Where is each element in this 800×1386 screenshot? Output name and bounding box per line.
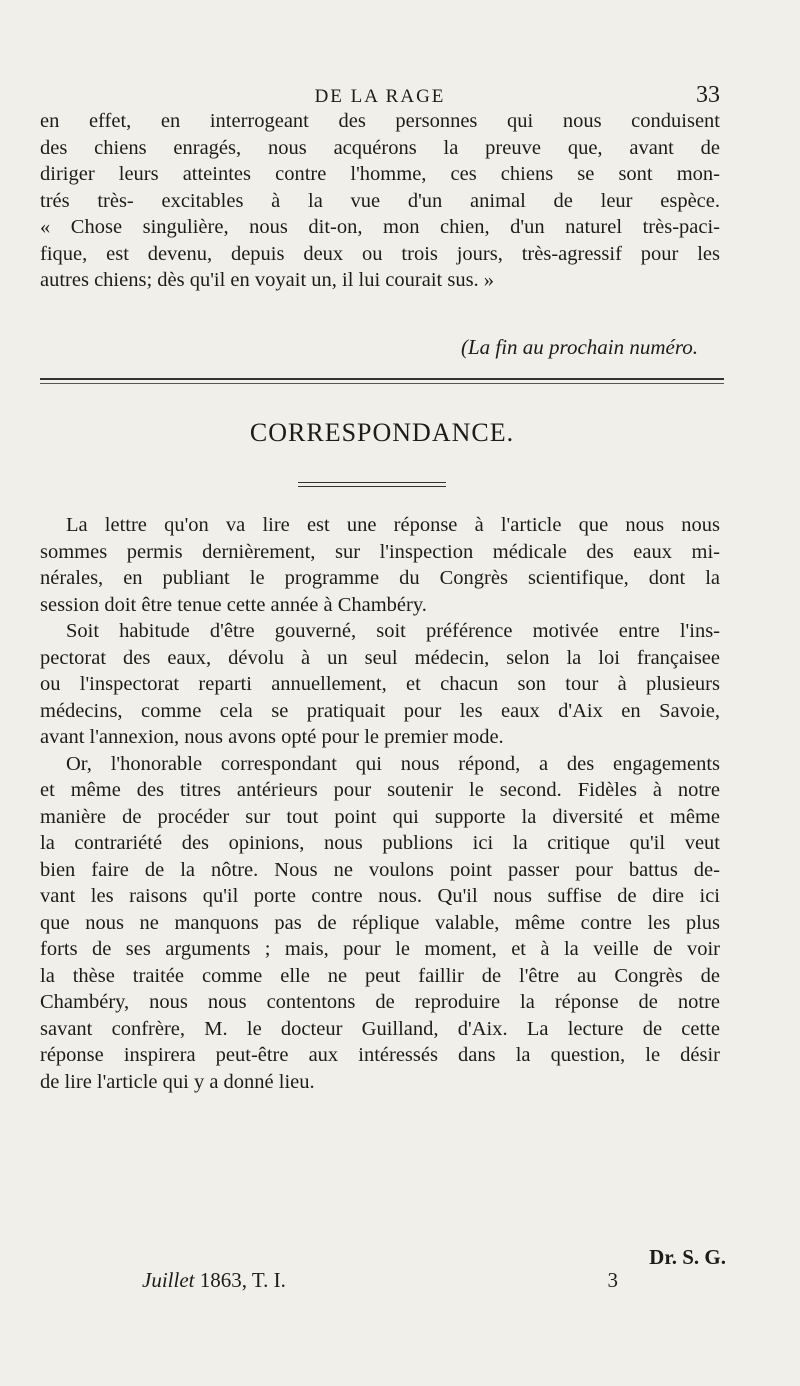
section-title: CORRESPONDANCE. <box>249 418 515 447</box>
letter-body <box>40 512 720 1095</box>
text-line: « Chose singulière, nous dit-on, mon chien, d'un naturel très-paci- <box>40 216 720 238</box>
text-line: en effet, en interrogeant des personnes qui nous conduisent <box>40 110 720 132</box>
text-line: des chiens enragés, nous acquérons la preuve que, avant de <box>40 136 720 159</box>
to-be-continued-note: (La fin au prochain numéro. <box>460 335 698 359</box>
page-number: 33 <box>696 82 720 108</box>
text-line: que nous ne manquons pas de réplique valable, même contre les plus <box>40 911 720 934</box>
text-line: nérales, en publiant le programme du Congrès scientifique, dont la <box>40 567 720 589</box>
text-line: sommes permis dernièrement, sur l'inspection médicale des eaux mi- <box>40 540 720 563</box>
text-line: trés très- excitables à la vue d'un animal de leur espèce. <box>40 189 720 212</box>
text-line: pectorat des eaux, dévolu à un seul médecin, selon la loi françaisee <box>40 646 720 669</box>
continuation-paragraph <box>40 108 720 294</box>
section-divider <box>40 378 724 384</box>
text-line: manière de procéder sur tout point qui supporte la diversité et même <box>40 805 720 828</box>
issue-reference <box>142 1268 286 1293</box>
text-line: ou l'inspectorat reparti annuellement, et chacun son tour à plusieurs <box>40 673 720 695</box>
text-line: et même des titres antérieurs pour soutenir le second. Fidèles à notre <box>40 779 720 801</box>
issue-month: Juillet <box>142 1268 195 1292</box>
page-footer <box>40 1268 720 1298</box>
text-line: forts de ses arguments ; mais, pour le moment, et à la veille de voir <box>40 938 720 960</box>
text-line: La lettre qu'on va lire est une réponse à l'article que nous nous <box>66 514 720 536</box>
text-line: bien faire de la nôtre. Nous ne voulons point passer pour battus de- <box>40 858 720 881</box>
text-line: diriger leurs atteintes contre l'homme, ces chiens se sont mon- <box>40 163 720 185</box>
text-line: session doit être tenue cette année à Chambéry. <box>40 593 427 616</box>
text-line: vant les raisons qu'il porte contre nous. Qu'il nous suffise de dire ici <box>40 885 720 907</box>
text-line: la contrariété des opinions, nous publions ici la critique qu'il veut <box>40 832 720 854</box>
text-line: autres chiens; dès qu'il en voyait un, il lui courait sus. » <box>40 269 495 291</box>
text-line: Or, l'honorable correspondant qui nous répond, a des engagements <box>66 752 720 775</box>
title-underline <box>298 482 446 487</box>
letter-signature: Dr. S. G. <box>649 1245 726 1269</box>
running-title: DE LA RAGE <box>314 86 446 107</box>
text-line: savant confrère, M. le docteur Guilland, d'Aix. La lecture de cette <box>40 1017 720 1040</box>
text-line: la thèse traitée comme elle ne peut faillir de l'être au Congrès de <box>40 964 720 987</box>
text-line: de lire l'article qui y a donné lieu. <box>40 1070 315 1093</box>
text-line: médecins, comme cela se pratiquait pour les eaux d'Aix en Savoie, <box>40 699 720 722</box>
text-line: réponse inspirera peut-être aux intéressés dans la question, le désir <box>40 1044 720 1066</box>
text-line: fique, est devenu, depuis deux ou trois jours, très-agressif pour les <box>40 242 720 265</box>
text-line: Soit habitude d'être gouverné, soit préférence motivée entre l'ins- <box>66 620 720 642</box>
text-line: Chambéry, nous nous contentons de reproduire la réponse de notre <box>40 991 720 1013</box>
text-line: avant l'annexion, nous avons opté pour le premier mode. <box>40 726 504 748</box>
printer-signature-mark: 3 <box>607 1268 618 1292</box>
issue-volume: 1863, T. I. <box>199 1268 286 1292</box>
